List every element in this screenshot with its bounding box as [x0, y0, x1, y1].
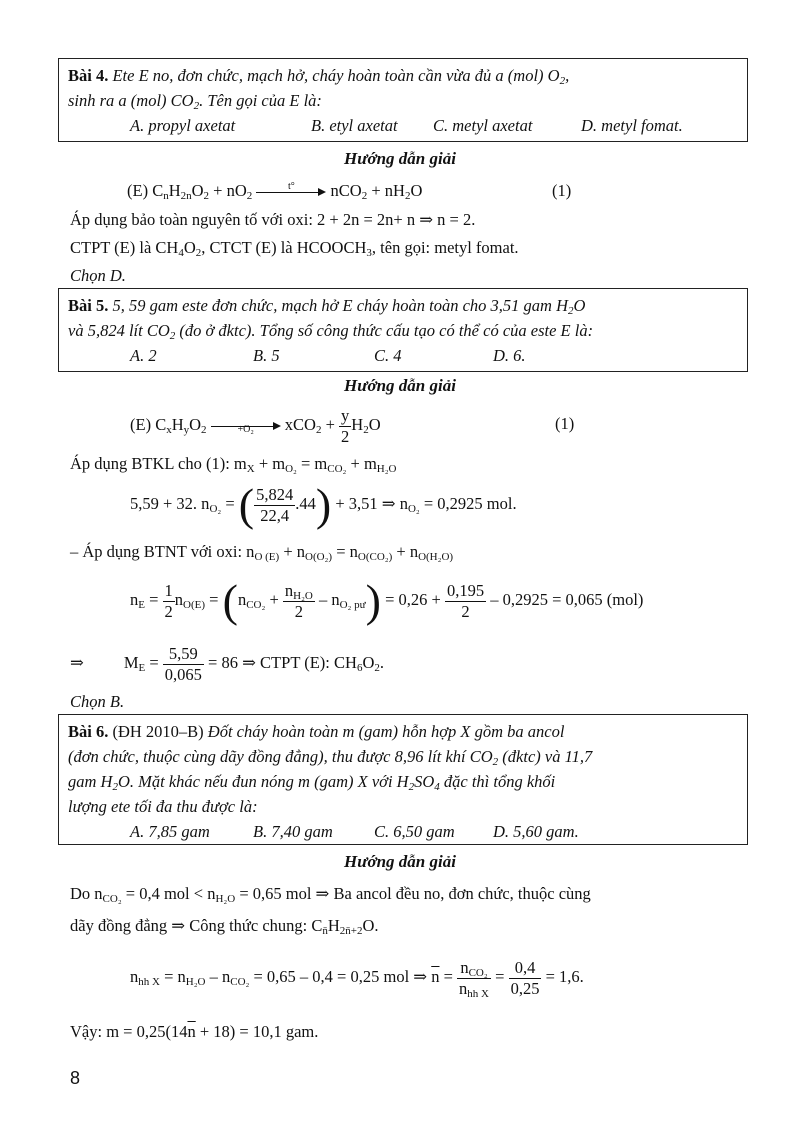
- reaction-equation-5: (E) $C_xH_yO_2$ +O₂ xCO$_2$ + $\frac{y}{2}$ $H_2O$: [130, 405, 381, 446]
- exercise-4-options: [68, 113, 738, 138]
- solution-5-me: ⇒ $M_E$ = $\frac{5,59}{0,065}$ = 86 ⇒ CTPT (E): $CH_6O_2$.: [70, 643, 384, 684]
- option-c: C. 6,50 gam: [374, 822, 455, 841]
- option-a: A. 7,85 gam: [130, 822, 210, 841]
- solution-5-btkl: Áp dụng BTKL cho (1): $m_X + m_{O_2} = m_{CO_2} + m_{H_2O}$: [70, 454, 397, 475]
- option-b: B. 5: [253, 346, 280, 365]
- option-a: A. 2: [130, 346, 157, 365]
- exercise-6-box: Bài 6. (ĐH 2010–B) Đốt cháy hoàn toàn m (gam) hỗn hợp X gồm ba ancol (đơn chức, thuộc cùng dãy đồng đẳng), thu được 8,96 lít khí $CO_2$ (đktc) và 11,7 gam $H_2O$. Mặt khác nếu đun nóng m (gam) X với $H_2SO_4$ đặc thì tổng khối lượng ete tối đa thu được là: A. 7,85 gam B. 7,40 gam C. 6,50 gam D. 5,60 gam.: [58, 714, 748, 845]
- document-page: Bài 4. Ete E no, đơn chức, mạch hở, cháy hoàn toàn cần vừa đủ a (mol) $O_2$, sinh ra a (mol) $CO_2$. Tên gọi của E là: A. propyl axetat B. etyl axetat C. metyl axetat D. metyl fomat. Hướng dẫn giải (E) $C_nH_{2n}O_2 + nO_2$ t° $nCO_2 + nH_2O$ (1) Áp dụng bảo toàn nguyên tố với oxi: 2 + 2n = 2n+ n ⇒ n = 2. CTPT (E) là $CH_4O_2$, CTCT (E) là $HCOOCH_3$, tên gọi: metyl fomat. Chọn D. Bài 5. 5, 59 gam este đơn chức, mạch hở E cháy hoàn toàn cho 3,51 gam $H_2O$ và 5,824 lít $CO_2$ (đo ở đktc). Tổng số công thức cấu tạo có thể có của este E là: A. 2 B. 5 C. 4 D. 6. Hướng dẫn giải (E) $C_xH_yO_2$ +O₂ xCO$_2$ + $\frac{y}{2}$ $H_2O$ (1) Áp dụng BTKL cho (1): $m_X + m_{O_2} = m_{CO_2} + m_{H_2O}$ 5,59 + 32. $n_{O_2}$ = ( $\frac{5,824}{22,4}$ .44) + 3,51 ⇒ $n_{O_2} = 0,2925$ mol. – Áp dụng BTNT với oxi: $n_{O (E)} + n_{O(O_2)} = n_{O(CO_2)} + n_{O(H_2O)}$ $n_E$ = $\frac{1}{2}$ $n_{O(E)} = (n_{CO_2}$ + $\frac{n_{H_2O}}{2}$ – $n_{O_2 pư}) = 0,26$ + $\frac{0,195}{2}$ – 0,2925 = 0,065 (mol) ⇒ $M_E$ = $\frac{5,59}{0,065}$ = 86 ⇒ CTPT (E): $CH_6O_2$. Chọn B. Bài 6. (ĐH 2010–B) Đốt cháy hoàn toàn m (gam) hỗn hợp X gồm ba ancol (đơn chức, thuộc cùng dãy đồng đẳng), thu được 8,96 lít khí $CO_2$ (đktc) và 11,7 gam $H_2O$. Mặt khác nếu đun nóng m (gam) X với $H_2SO_4$ đặc thì tổng khối lượng ete tối đa thu được là: A. 7,85 gam B. 7,40 gam C. 6,50 gam D. 5,60 gam. Hướng dẫn giải Do $n_{CO_2} = 0,4$ mol < $n_{H_2O} = 0,65$ mol ⇒ Ba ancol đều no, đơn chức, thuộc cùng dãy đồng đẳng ⇒ Công thức chung: $C_{n̄}H_{2n̄+2}O$. $n_{hh X} = n_{H_2O} - n_{CO_2} = 0,65 - 0,4 = 0,25$ mol ⇒ $\overline{n}$ = $\frac{n_{CO_2}}{n_{hh X}}$ = $\frac{0,4}{0,25}$ = 1,6. Vậy: $m = 0,25(14\overline{n} + 18) = 10,1$ gam. 8: [0, 0, 800, 1127]
- option-b: B. 7,40 gam: [253, 822, 333, 841]
- exercise-6-options: [68, 819, 738, 844]
- option-d: D. 5,60 gam.: [493, 822, 579, 841]
- option-c: C. metyl axetat: [433, 116, 533, 135]
- exercise-5-box: Bài 5. 5, 59 gam este đơn chức, mạch hở E cháy hoàn toàn cho 3,51 gam $H_2O$ và 5,824 lít $CO_2$ (đo ở đktc). Tổng số công thức cấu tạo có thể có của este E là: A. 2 B. 5 C. 4 D. 6.: [58, 288, 748, 372]
- page-number: 8: [70, 1068, 81, 1088]
- answer-5: Chọn B.: [70, 692, 125, 711]
- solution-6-line-2: dãy đồng đẳng ⇒ Công thức chung: $C_{n̄}H_{2n̄+2}O$.: [70, 916, 379, 937]
- solution-title-6: Hướng dẫn giải: [344, 852, 456, 871]
- solution-5-line-3: 5,59 + 32. $n_{O_2}$ = ( $\frac{5,824}{22,4}$ .44) + 3,51 ⇒ $n_{O_2} = 0,2925$ mol.: [130, 479, 517, 531]
- option-a: A. propyl axetat: [130, 116, 236, 135]
- option-c: C. 4: [374, 346, 402, 365]
- solution-6-line-4: Vậy: $m = 0,25(14\overline{n} + 18) = 10,1$ gam.: [70, 1022, 319, 1041]
- answer-4: Chọn D.: [70, 266, 126, 285]
- solution-6-line-1: Do $n_{CO_2} = 0,4$ mol < $n_{H_2O} = 0,65$ mol ⇒ Ba ancol đều no, đơn chức, thuộc cùng: [70, 884, 591, 905]
- option-d: D. 6.: [493, 346, 526, 365]
- solution-4-line-3: CTPT (E) là $CH_4O_2$, CTCT (E) là $HCOOCH_3$, tên gọi: metyl fomat.: [70, 238, 519, 259]
- exercise-6-label: Bài 6.: [68, 722, 109, 741]
- solution-4-line-2: Áp dụng bảo toàn nguyên tố với oxi: 2 + 2n = 2n+ n ⇒ n = 2.: [70, 210, 476, 229]
- solution-title-4: Hướng dẫn giải: [344, 149, 456, 168]
- exercise-5-options: [68, 343, 738, 368]
- exercise-4-question: Ete E no, đơn chức, mạch hở, cháy hoàn toàn cần vừa đủ a (mol) O: [108, 66, 560, 85]
- solution-5-ne: $n_E$ = $\frac{1}{2}$ $n_{O(E)} = (n_{CO_2}$ + $\frac{n_{H_2O}}{2}$ – $n_{O_2 pư}) = 0,26$ + $\frac{0,195}{2}$ – 0,2925 = 0,065 (mol): [130, 575, 644, 627]
- solution-title-5: Hướng dẫn giải: [344, 376, 456, 395]
- exercise-4-label: Bài 4.: [68, 66, 109, 85]
- exercise-5-label: Bài 5.: [68, 296, 109, 315]
- exercise-4-box: Bài 4. Ete E no, đơn chức, mạch hở, cháy hoàn toàn cần vừa đủ a (mol) $O_2$, sinh ra a (mol) $CO_2$. Tên gọi của E là: A. propyl axetat B. etyl axetat C. metyl axetat D. metyl fomat.: [58, 58, 748, 142]
- option-d: D. metyl fomat.: [581, 116, 683, 135]
- solution-6-line-3: $n_{hh X} = n_{H_2O} - n_{CO_2} = 0,65 - 0,4 = 0,25$ mol ⇒ $\overline{n}$ = $\frac{n_{CO_2}}{n_{hh X}}$ = $\frac{0,4}{0,25}$ = 1,6.: [130, 957, 584, 1000]
- solution-5-btnt: – Áp dụng BTNT với oxi: $n_{O (E)} + n_{O(O_2)} = n_{O(CO_2)} + n_{O(H_2O)}$: [70, 542, 454, 563]
- reaction-equation-4: (E) $C_nH_{2n}O_2 + nO_2$ t° $nCO_2 + nH_2O$: [127, 181, 423, 202]
- option-b: B. etyl axetat: [311, 116, 398, 135]
